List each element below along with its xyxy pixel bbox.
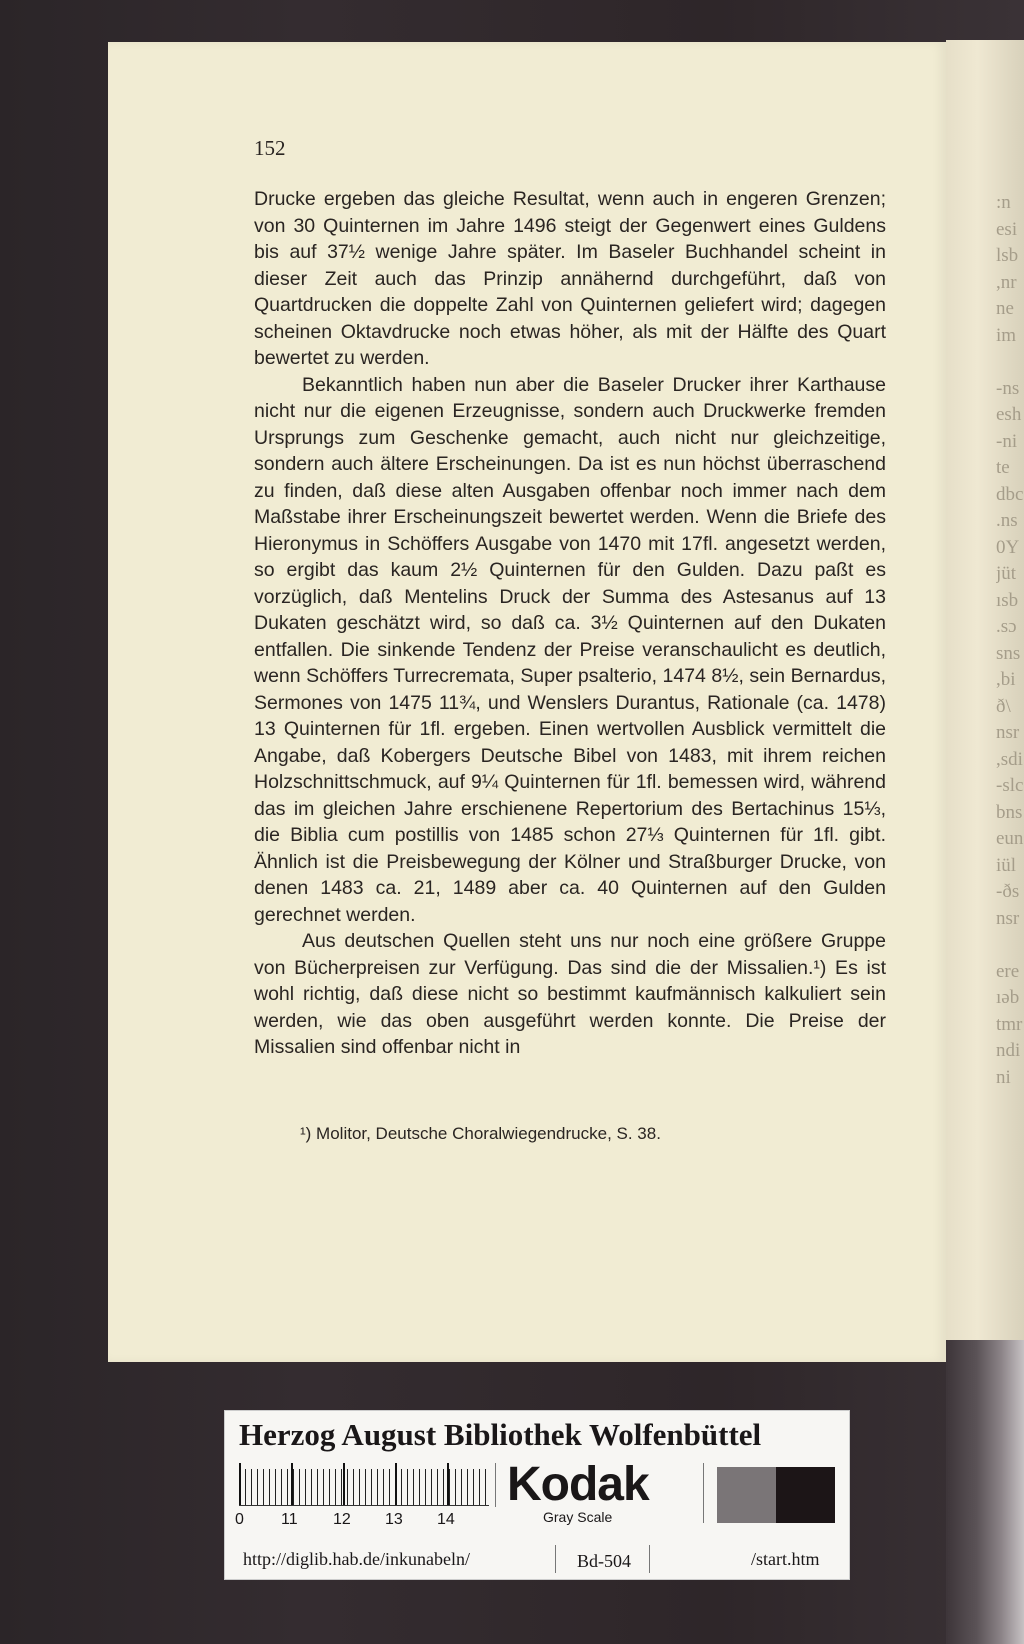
ruler-major-tick bbox=[291, 1463, 293, 1505]
library-url: http://diglib.hab.de/inkunabeln/ bbox=[243, 1549, 470, 1569]
footnote: ¹) Molitor, Deutsche Choralwiegendrucke, S. 38. bbox=[300, 1124, 661, 1143]
ruler-major-tick bbox=[395, 1463, 397, 1505]
ruler-major-tick bbox=[343, 1463, 345, 1505]
body-text bbox=[254, 186, 886, 1061]
color-target-card bbox=[224, 1410, 850, 1580]
ruler-label: 0 bbox=[235, 1511, 244, 1528]
facing-page-shadow bbox=[946, 1340, 1024, 1644]
scale-ruler bbox=[239, 1469, 489, 1506]
divider bbox=[649, 1545, 650, 1573]
institution-name: Herzog August Bibliothek Wolfenbüttel bbox=[239, 1417, 762, 1452]
black-swatch bbox=[776, 1467, 835, 1523]
ruler-label: 13 bbox=[385, 1511, 403, 1528]
ruler-major-tick bbox=[239, 1463, 241, 1505]
divider bbox=[703, 1463, 704, 1523]
gray-swatches bbox=[717, 1467, 835, 1523]
ruler-major-tick bbox=[447, 1463, 449, 1505]
paragraph: Drucke ergeben das gleiche Resultat, wenn auch in engeren Grenzen; von 30 Quinternen im Jahre 1496 steigt der Gegenwert eines Guldens bis auf 37½ wenige Jahre später. Im Baseler Buchhandel scheint in dieser Zeit auch das Prinzip annähernd durchgeführt, daß von Quartdrucken die doppelte Zahl von Quinternen geliefert wird; dagegen scheinen Oktavdrucke noch etwas höher, als mit der Hälfte des Quart bewertet zu werden. bbox=[254, 188, 886, 369]
paragraph: Aus deutschen Quellen steht uns nur noch eine größere Gruppe von Bücherpreisen zur Verfügung. Das sind die der Missalien.¹) Es ist wohl richtig, daß diese nicht so bestimmt kaufmännisch kalkuliert sein werden, wie das oben ausgeführt werden konnte. Die Preise der Missalien sind offenbar nicht in bbox=[254, 930, 886, 1058]
shelfmark: Bd-504 bbox=[577, 1551, 631, 1571]
start-url: /start.htm bbox=[751, 1549, 820, 1569]
divider bbox=[495, 1463, 496, 1507]
ruler-label: 14 bbox=[437, 1511, 455, 1528]
paragraph: Bekanntlich haben nun aber die Baseler Drucker ihrer Karthause nicht nur die eigenen Erzeugnisse, sondern auch Druckwerke fremden Ursprungs zum Geschenke gemacht, auch nicht nur gleichzeitige, sondern auch ältere Erscheinungen. Da ist es nun höchst überraschend zu finden, daß diese alten Ausgaben offenbar noch immer nach dem Maßstabe ihrer Erscheinungszeit bewertet werden. Wenn die Briefe des Hieronymus in Schöffers Ausgabe von 1470 mit 17fl. angesetzt werden, so ergibt das kaum 2½ Quinternen für den Gulden. Dazu paßt es vorzüglich, daß Mentelins Druck der Summa des Astesanus auf 13 Dukaten geschätzt wird, so daß ca. 3½ Quinternen auf den Dukaten entfallen. Die sinkende Tendenz der Preise veranschaulicht es deutlich, wenn Schöffers Turrecremata, Super psalterio, 1474 8½, sein Bernardus, Sermones von 1475 11¾, und Wenslers Durantus, Rationale (ca. 1478) 13 Quinternen für 1fl. ergeben. Einen wertvollen Ausblick vermittelt die Angabe, daß Kobergers Deutsche Bibel von 1483, mit ihrem reichen Holzschnittschmuck, auf 9¼ Quinternen für 1fl. bemessen wird, während das im gleichen Jahre erschienene Repertorium des Bertachinus 15⅓, die Biblia cum postillis von 1485 schon 27⅓ Quinternen für 1fl. gibt. Ähnlich ist die Preisbewegung der Kölner und Straßburger Drucke, von denen 1483 ca. 21, 1489 aber ca. 40 Quinternen auf den Gulden gerechnet werden. bbox=[254, 373, 886, 926]
gray-swatch bbox=[717, 1467, 776, 1523]
ruler-label: 11 bbox=[281, 1511, 298, 1528]
divider bbox=[555, 1545, 556, 1573]
ruler-label: 12 bbox=[333, 1511, 351, 1528]
kodak-logo: Kodak bbox=[507, 1458, 649, 1511]
gray-scale-label: Gray Scale bbox=[543, 1509, 613, 1525]
bleed-through-text: :n esi lsb ,nr ne im -ns esh -ni te dbc .ns 0Y jüt ısb .sɔ sns ,bi ð\ nsr ,sdi -slc bns eun iül -ðs nsr ere ıəb tmr ndi ni bbox=[996, 192, 1024, 1088]
page-number: 152 bbox=[254, 136, 286, 160]
